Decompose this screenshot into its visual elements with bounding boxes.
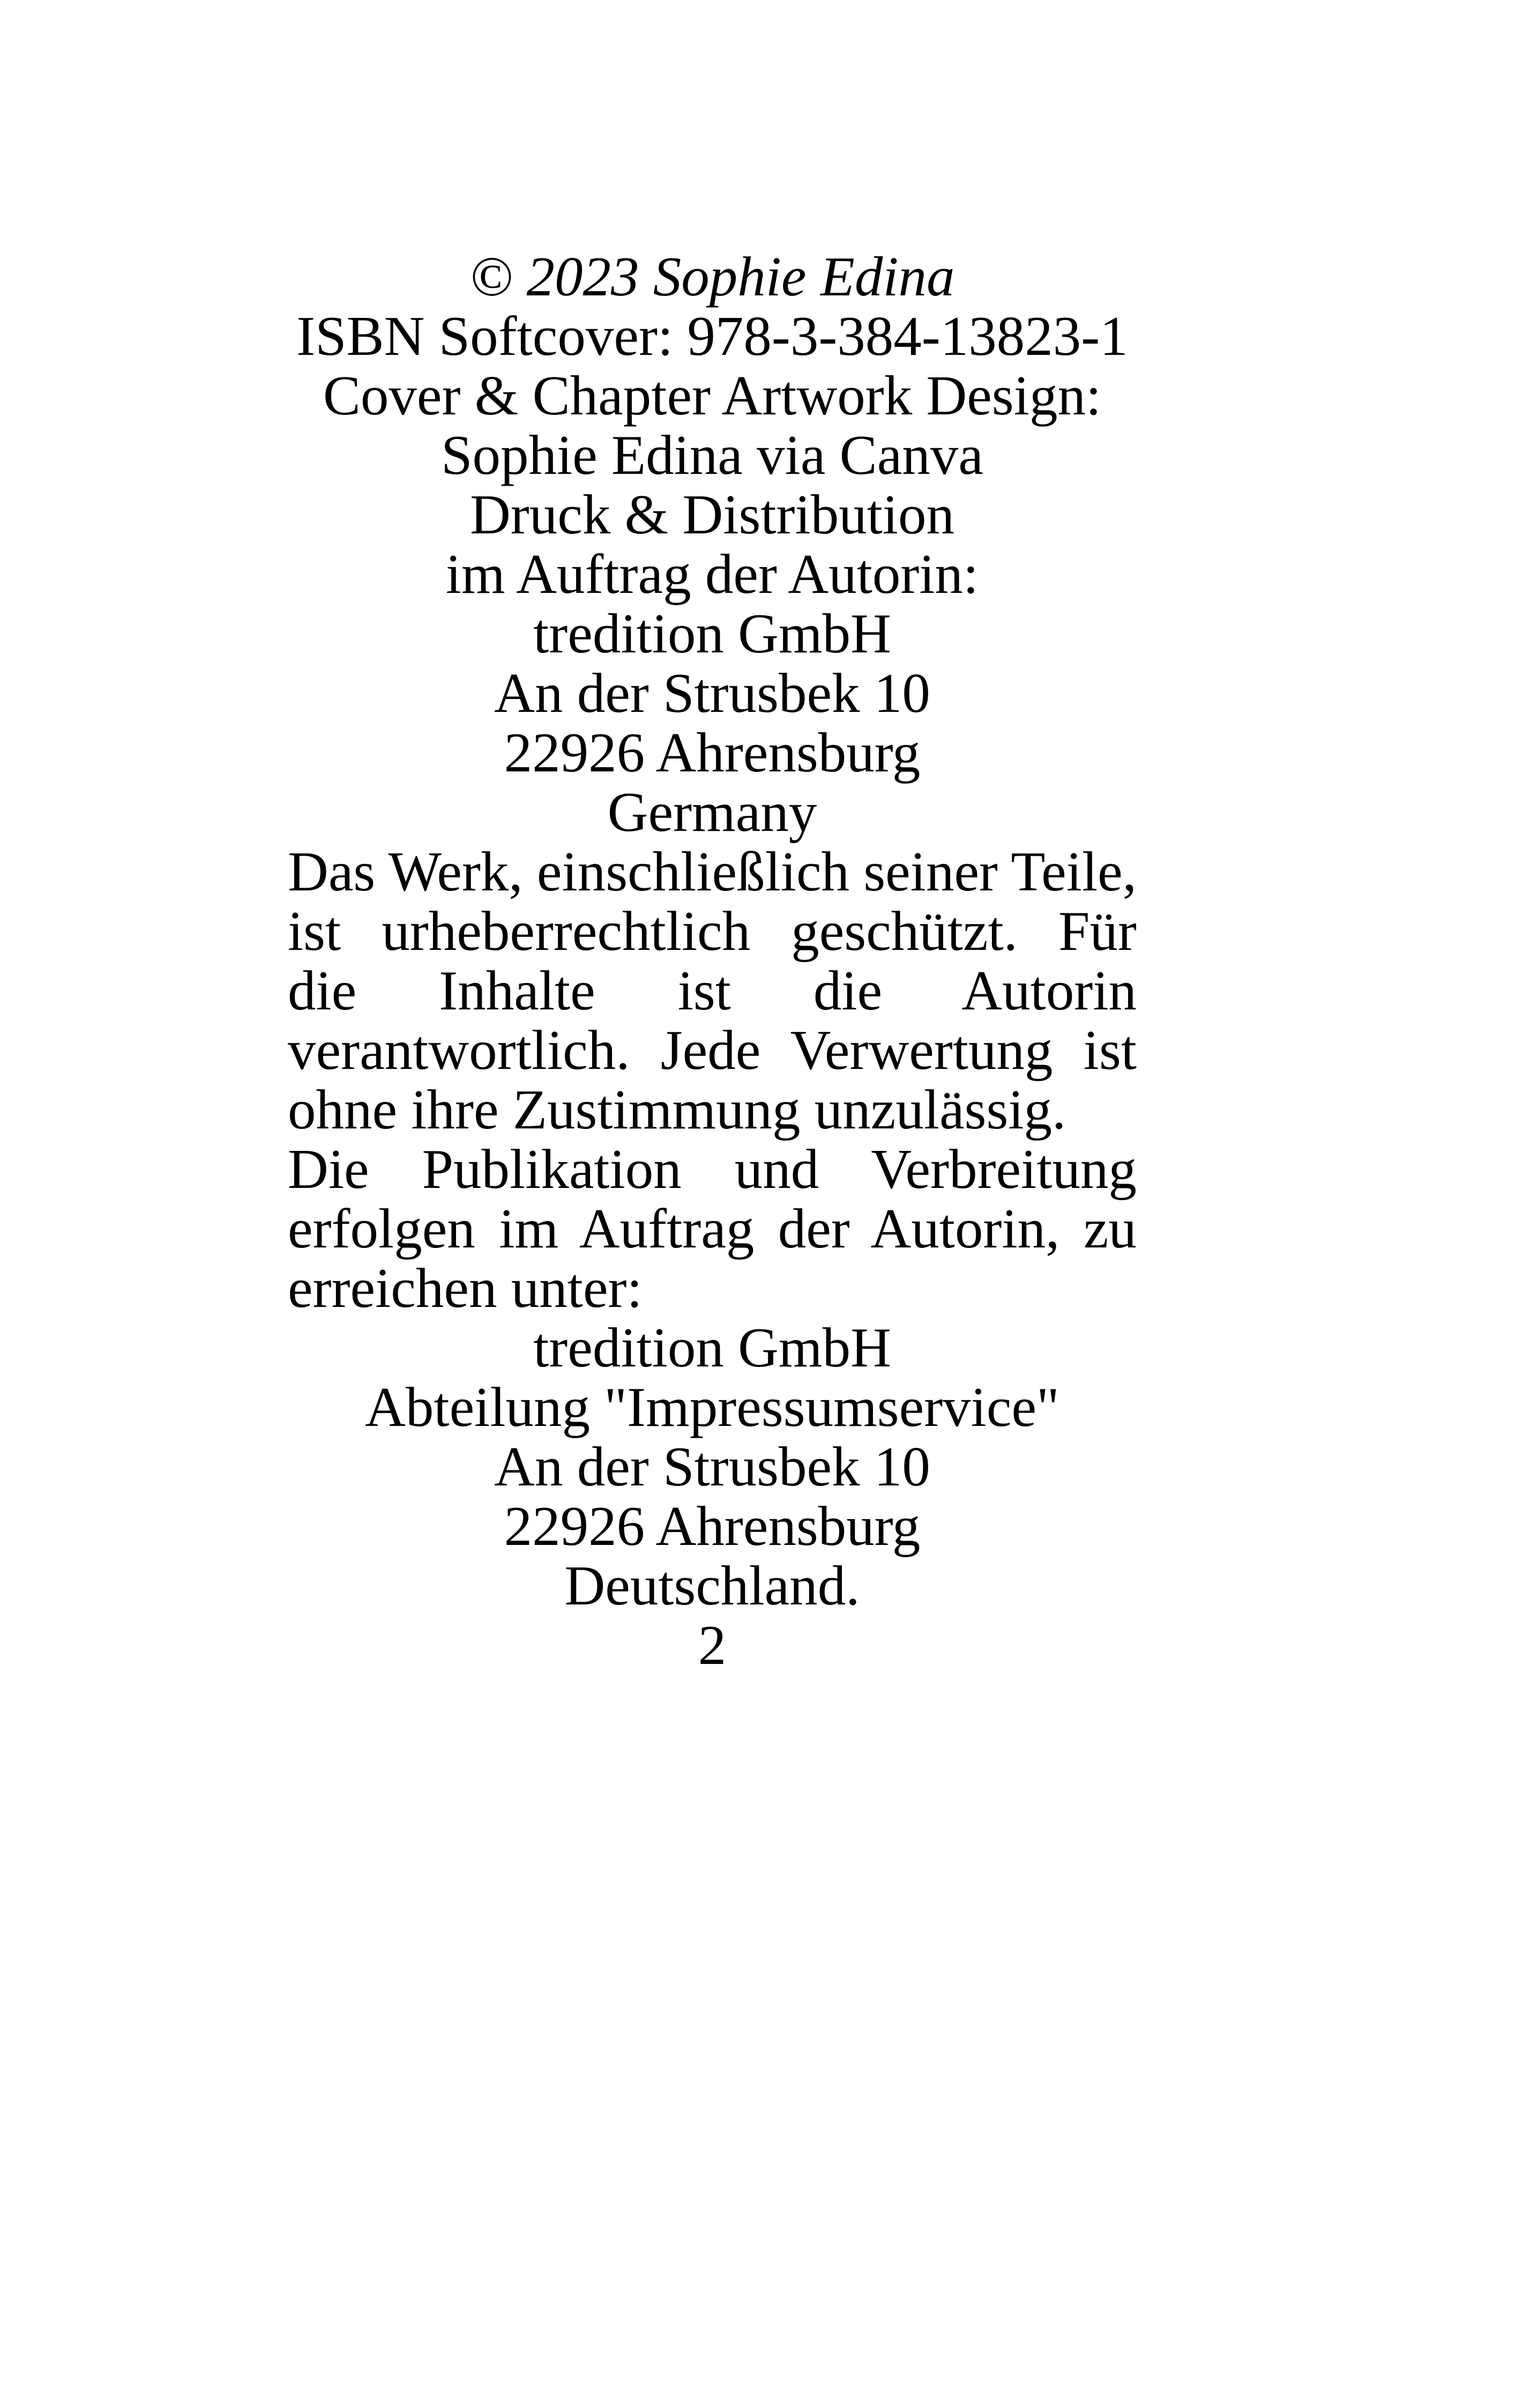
copyright-notice-paragraph-1: Das Werk, einschließlich seiner Teile, ist urheberrechtlich geschützt. Für die Inhalte ist die Autorin verantwortlich. Jede Verwertung ist ohne ihre Zustimmung unzulässig.: [288, 840, 1137, 1141]
imprint-contact-line: tredition GmbH: [533, 1316, 891, 1379]
isbn-line: ISBN Softcover: 978-3-384-13823-1: [296, 304, 1128, 367]
artwork-credit-line: Sophie Edina via Canva: [441, 423, 983, 486]
page-number: 2: [698, 1614, 727, 1676]
print-distribution-block: [288, 485, 1137, 604]
copyright-line: © 2023 Sophie Edina: [469, 245, 955, 308]
imprint-contact-line: An der Strusbek 10: [494, 1435, 930, 1498]
imprint-contact-line: Deutschland.: [564, 1554, 860, 1617]
publisher-address-block: [288, 604, 1137, 842]
imprint-contact-line: 22926 Ahrensburg: [504, 1495, 921, 1557]
copyright-notice-paragraph-2: Die Publikation und Verbreitung erfolgen im Auftrag der Autorin, zu erreichen unter:: [288, 1138, 1137, 1319]
text-column: [288, 0, 1137, 1675]
artwork-credit-block: [288, 366, 1137, 485]
print-distribution-line: Druck & Distribution: [469, 483, 955, 546]
publisher-address-line: Germany: [607, 781, 817, 843]
publisher-address-line: An der Strusbek 10: [494, 662, 930, 724]
print-distribution-line: im Auftrag der Autorin:: [445, 542, 979, 605]
imprint-contact-block: [288, 1318, 1137, 1615]
artwork-credit-line: Cover & Chapter Artwork Design:: [323, 364, 1102, 427]
publisher-address-line: 22926 Ahrensburg: [504, 721, 921, 784]
imprint-contact-line: Abteilung "Impressumservice": [365, 1376, 1059, 1438]
publisher-address-line: tredition GmbH: [533, 602, 891, 665]
